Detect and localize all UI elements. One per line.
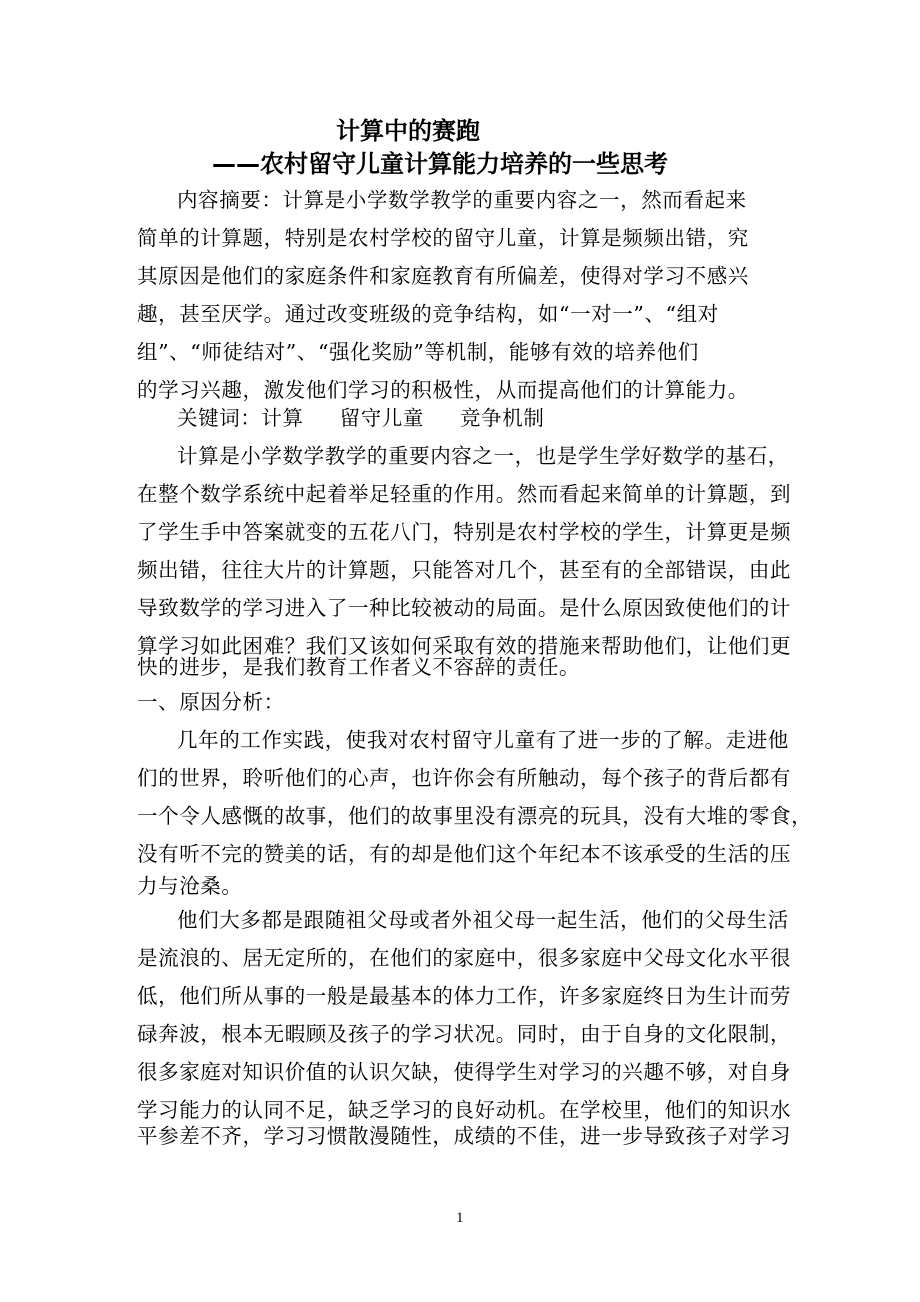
paragraph-line: 导致数学的学习进入了一种比较被动的局面。是什么原因致使他们的计: [137, 596, 792, 620]
page-number: 1: [456, 1210, 464, 1226]
paragraph-line: 平参差不齐，学习习惯散漫随性，成绩的不佳，进一步导致孩子对学习: [137, 1124, 792, 1148]
paragraph-line: 学习能力的认同不足，缺乏学习的良好动机。在学校里，他们的知识水: [137, 1098, 792, 1122]
abstract-line: 内容摘要：计算是小学数学教学的重要内容之一，然而看起来: [177, 188, 747, 212]
abstract-line: 趣，甚至厌学。通过改变班级的竞争结构，如“一对一”、“组对: [137, 302, 719, 326]
keywords-label: 关键词：: [177, 406, 262, 430]
keyword: 竞争机制: [460, 406, 545, 430]
paragraph-line: 是流浪的、居无定所的，在他们的家庭中，很多家庭中父母文化水平很: [137, 946, 792, 970]
paragraph-line: 几年的工作实践，使我对农村留守儿童有了进一步的了解。走进他: [177, 728, 789, 752]
paragraph-line: 算学习如此困难？我们又该如何采取有效的措施来帮助他们，让他们更: [137, 634, 792, 658]
keyword: 计算: [261, 406, 304, 430]
paragraph-line: 频出错，往往大片的计算题，只能答对几个，甚至有的全部错误，由此: [137, 558, 792, 582]
abstract-line: 其原因是他们的家庭条件和家庭教育有所偏差，使得对学习不感兴: [137, 264, 749, 288]
paragraph-line: 很多家庭对知识价值的认识欠缺，使得学生对学习的兴趣不够，对自身: [137, 1060, 792, 1084]
abstract-line: 组”、“师徒结对”、“强化奖励”等机制，能够有效的培养他们: [137, 340, 699, 364]
subtitle: ——农村留守儿童计算能力培养的一些思考: [212, 150, 668, 178]
main-title: 计算中的赛跑: [336, 117, 480, 145]
paragraph-line: 快的进步，是我们教育工作者义不容辞的责任。: [137, 655, 581, 679]
abstract-line: 简单的计算题，特别是农村学校的留守儿童，计算是频频出错，究: [137, 226, 749, 250]
paragraph-line: 们的世界，聆听他们的心声，也许你会有所触动，每个孩子的背后都有: [137, 766, 792, 790]
paragraph-line: 没有听不完的赞美的话，有的却是他们这个年纪本不该承受的生活的压: [137, 842, 792, 866]
paragraph-line: 低，他们所从事的一般是最基本的体力工作，许多家庭终日为生计而劳: [137, 984, 792, 1008]
paragraph-line: 计算是小学数学教学的重要内容之一，也是学生学好数学的基石，: [177, 444, 789, 468]
paragraph-line: 力与沧桑。: [137, 874, 243, 898]
section-heading: 一、原因分析：: [137, 690, 285, 714]
keyword: 留守儿童: [339, 406, 425, 430]
paragraph-line: 他们大多都是跟随祖父母或者外祖父母一起生活，他们的父母生活: [177, 908, 789, 932]
paragraph-line: 碌奔波，根本无暇顾及孩子的学习状况。同时，由于自身的文化限制，: [137, 1022, 792, 1046]
paragraph-line: 一个令人感慨的故事，他们的故事里没有漂亮的玩具，没有大堆的零食，: [137, 804, 813, 828]
abstract-line: 的学习兴趣，激发他们学习的积极性，从而提高他们的计算能力。: [137, 378, 749, 402]
paragraph-line: 在整个数学系统中起着举足轻重的作用。然而看起来简单的计算题，到: [137, 482, 792, 506]
keywords: [177, 404, 544, 432]
paragraph-line: 了学生手中答案就变的五花八门，特别是农村学校的学生，计算更是频: [137, 520, 792, 544]
